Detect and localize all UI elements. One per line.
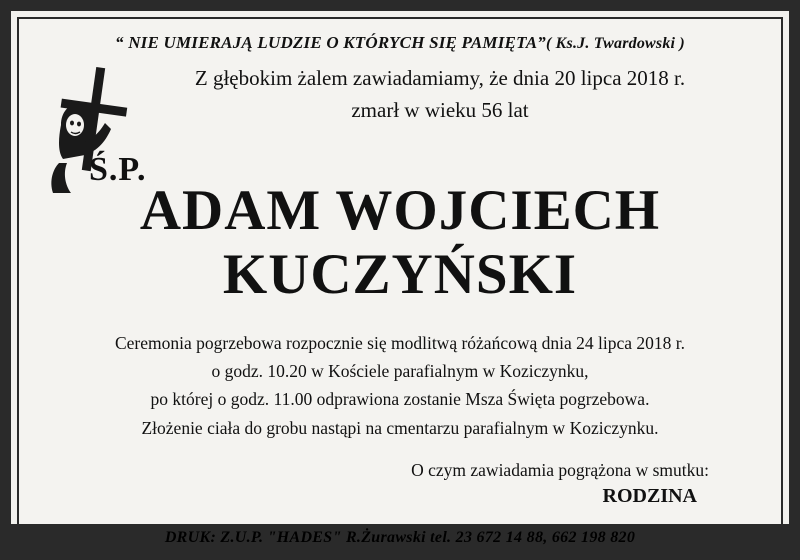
ceremony-line-2: o godz. 10.20 w Kościele parafialnym w Koziczynku, bbox=[211, 361, 589, 381]
ceremony-line-1: Ceremonia pogrzebowa rozpocznie się modlitwą różańcową dnia 24 lipca 2018 r. bbox=[114, 332, 685, 353]
deceased-name bbox=[33, 179, 767, 307]
inner-frame bbox=[17, 17, 783, 543]
ceremony-details bbox=[33, 329, 767, 442]
deceased-name-line-2: KUCZYŃSKI bbox=[222, 242, 578, 306]
quote-text: “ NIE UMIERAJĄ LUDZIE O KTÓRYCH SIĘ PAMIĘTA” bbox=[115, 33, 546, 52]
ceremony-line-3: po której o godz. 11.00 odprawiona zostanie Msza Święta pogrzebowa. bbox=[150, 389, 650, 410]
intro-line-2: zmarł w wieku 56 lat bbox=[351, 97, 529, 122]
closing-line: O czym zawiadamia pogrążona w smutku: bbox=[411, 460, 709, 481]
printer-footer bbox=[8, 524, 792, 552]
outer-frame bbox=[8, 8, 792, 552]
cross-with-mourning-figure-icon bbox=[33, 63, 153, 193]
deceased-name-line-1: ADAM WOJCIECH bbox=[139, 179, 661, 242]
family-signature: RODZINA bbox=[602, 485, 697, 508]
intro-text bbox=[153, 63, 767, 126]
quote-line bbox=[33, 33, 767, 53]
ceremony-line-4: Złożenie ciała do grobu nastąpi na cmentarzu parafialnym w Koziczynku. bbox=[141, 417, 659, 438]
closing-block bbox=[33, 460, 767, 508]
quote-author: ( Ks.J. Twardowski ) bbox=[545, 35, 685, 52]
sp-abbreviation: Ś.P. bbox=[89, 151, 147, 188]
intro-line-1: Z głębokim żalem zawiadamiamy, że dnia 20 lipca 2018 r. bbox=[194, 66, 686, 90]
intro-row bbox=[33, 63, 767, 193]
printer-footer-text: DRUK: Z.U.P. "HADES" R.Żurawski tel. 23 672 14 88, 662 198 820 bbox=[164, 529, 636, 546]
